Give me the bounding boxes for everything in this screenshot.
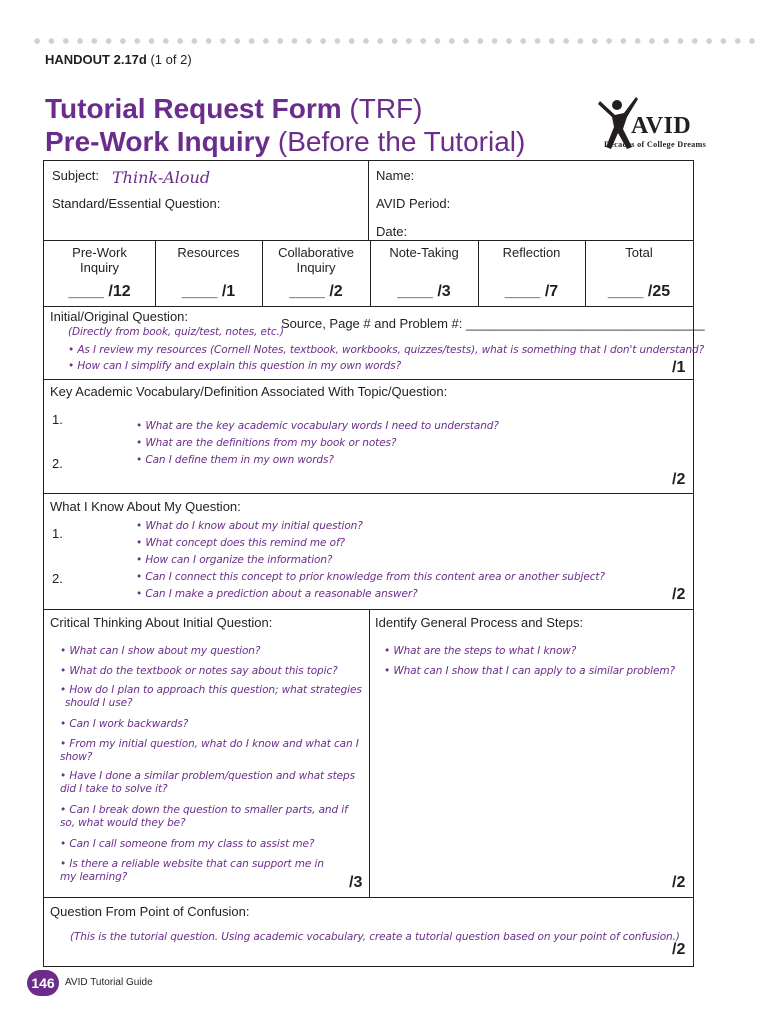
vocabulary-label: Key Academic Vocabulary/Definition Associated With Topic/Question:: [50, 384, 448, 399]
col-header-total: Total: [625, 245, 653, 260]
what-i-know-score: /2: [672, 586, 686, 603]
initial-question-label: Initial/Original Question:: [50, 309, 189, 324]
table-bottom-line: [44, 306, 693, 307]
col-header-resources: Resources: [177, 245, 240, 260]
score-prework[interactable]: ____ /12: [68, 283, 131, 300]
initial-bullet: • How can I simplify and explain this question in my own words?: [68, 360, 402, 372]
section-divider: [44, 379, 693, 380]
vocabulary-score: /2: [672, 471, 686, 488]
initial-note: (Directly from book, quiz/test, notes, etc.): [68, 326, 284, 338]
col-header-notetaking: Note-Taking: [389, 245, 459, 260]
confusion-score: /2: [672, 941, 686, 958]
confusion-note: (This is the tutorial question. Using academic vocabulary, create a tutorial question based on your point of confusion.): [70, 931, 680, 943]
avid-logo-text: AVID: [631, 113, 692, 139]
score-reflection[interactable]: ____ /7: [504, 283, 559, 300]
date-label: Date:: [376, 224, 408, 239]
critical-bullet: • How do I plan to approach this question; what strategies should I use?: [60, 684, 362, 709]
what-i-know-label: What I Know About My Question:: [50, 499, 241, 514]
page-number-badge: 146: [27, 970, 59, 996]
subject-value[interactable]: Think-Aloud: [112, 168, 211, 187]
avid-period-label: AVID Period:: [376, 196, 451, 211]
avid-logo-tagline: Decades of College Dreams: [604, 140, 707, 149]
name-label: Name:: [376, 168, 415, 183]
what-i-know-num-2: 2.: [52, 571, 63, 586]
table-top-line: [44, 240, 693, 241]
what-i-know-bullet: • Can I connect this concept to prior knowledge from this content area or another subject?: [136, 571, 605, 583]
critical-bullet: • Can I call someone from my class to assist me?: [60, 838, 315, 850]
initial-score: /1: [672, 359, 686, 376]
process-steps-score: /2: [672, 874, 686, 891]
col-header-reflection: Reflection: [502, 245, 561, 260]
what-i-know-bullet: • What do I know about my initial question?: [136, 520, 363, 532]
footer-book-title: AVID Tutorial Guide: [65, 977, 153, 988]
handout-label: HANDOUT 2.17d (1 of 2): [45, 52, 192, 67]
process-bullet: • What can I show that I can apply to a similar problem?: [384, 665, 675, 677]
critical-bullet: • Have I done a similar problem/question and what steps did I take to solve it?: [60, 770, 355, 795]
vocabulary-num-1: 1.: [52, 412, 63, 427]
vocabulary-num-2: 2.: [52, 456, 63, 471]
confusion-label: Question From Point of Confusion:: [50, 904, 250, 919]
critical-thinking-score: /3: [349, 874, 363, 891]
page-title: Tutorial Request Form (TRF) Pre-Work Inquiry (Before the Tutorial): [45, 93, 526, 157]
subject-label: Subject:: [52, 168, 99, 183]
vocabulary-bullet: • What are the key academic vocabulary words I need to understand?: [136, 420, 499, 432]
score-total[interactable]: ____ /25: [607, 283, 671, 300]
what-i-know-bullet: • Can I make a prediction about a reasonable answer?: [136, 588, 418, 600]
critical-bullet: • Can I work backwards?: [60, 718, 189, 730]
col-header-prework: Pre-Work Inquiry: [72, 245, 127, 275]
critical-bullet: • From my initial question, what do I know and what can I show?: [60, 738, 359, 763]
process-steps-label: Identify General Process and Steps:: [375, 615, 584, 630]
header-divider: [368, 161, 369, 240]
what-i-know-num-1: 1.: [52, 526, 63, 541]
critical-bullet: • Can I break down the question to smaller parts, and if so, what would they be?: [60, 804, 348, 829]
score-collaborative[interactable]: ____ /2: [289, 283, 343, 300]
process-bullet: • What are the steps to what I know?: [384, 645, 577, 657]
critical-bullet: • Is there a reliable website that can support me in my learning?: [60, 858, 324, 883]
score-resources[interactable]: ____ /1: [181, 283, 236, 300]
vocabulary-bullet: • Can I define them in my own words?: [136, 454, 334, 466]
source-label[interactable]: Source, Page # and Problem #: _________________________________: [281, 316, 705, 331]
initial-bullet: • As I review my resources (Cornell Notes, textbook, workbooks, quizzes/tests), what is something that I don't understand?: [68, 344, 705, 356]
col-header-collaborative: Collaborative Inquiry: [278, 245, 354, 275]
what-i-know-bullet: • How can I organize the information?: [136, 554, 333, 566]
column-divider: [369, 609, 370, 897]
score-notetaking[interactable]: ____ /3: [397, 283, 451, 300]
critical-bullet: • What do the textbook or notes say about this topic?: [60, 665, 338, 677]
section-divider: [44, 493, 693, 494]
tutorial-request-form: [43, 160, 705, 967]
standard-question-label: Standard/Essential Question:: [52, 196, 221, 211]
what-i-know-bullet: • What concept does this remind me of?: [136, 537, 346, 549]
critical-thinking-label: Critical Thinking About Initial Question:: [50, 615, 273, 630]
critical-bullet: • What can I show about my question?: [60, 645, 261, 657]
dotted-divider: [30, 36, 760, 46]
section-divider: [44, 897, 693, 898]
vocabulary-bullet: • What are the definitions from my book or notes?: [136, 437, 397, 449]
